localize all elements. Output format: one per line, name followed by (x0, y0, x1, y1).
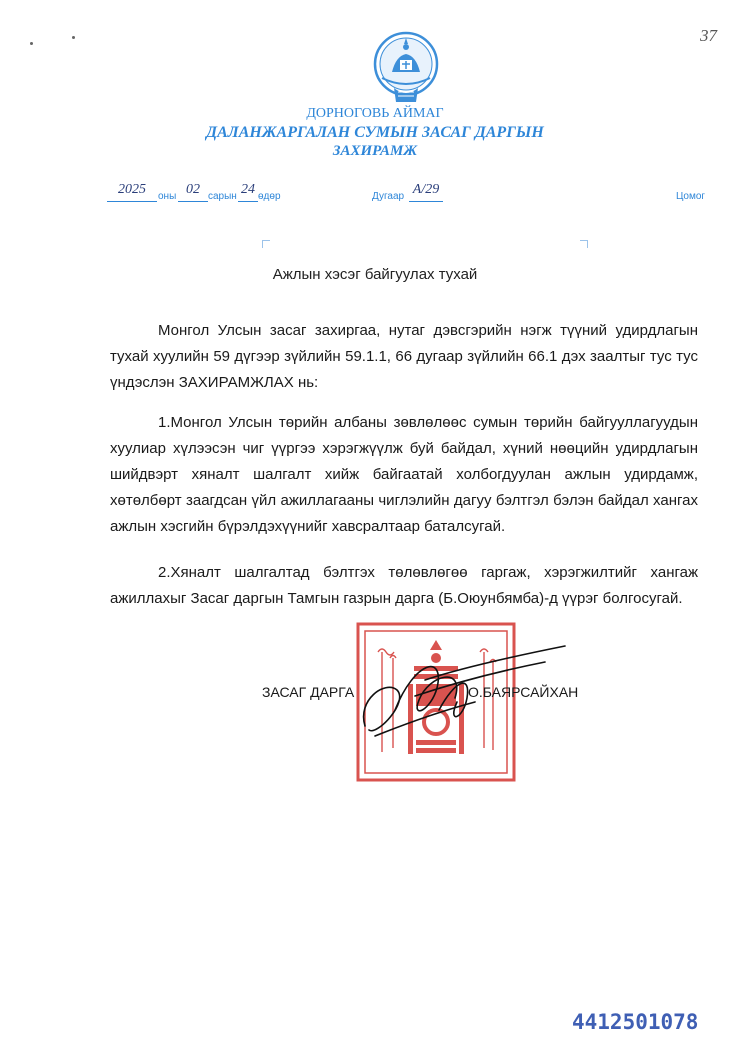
year-label: оны (158, 191, 177, 202)
year-field (107, 184, 157, 202)
document-serial-number: 4412501078 (572, 1010, 699, 1034)
number-value: А/29 (412, 182, 440, 197)
year-value: 2025 (118, 182, 146, 197)
preamble-paragraph (110, 318, 698, 396)
month-value: 02 (186, 182, 200, 197)
day-value: 24 (241, 182, 255, 197)
page-number: 37 (700, 26, 717, 45)
number-label: Дугаар (372, 191, 405, 202)
month-label: сарын (208, 191, 237, 202)
day-label: өдөр (258, 191, 281, 202)
scan-speck (30, 42, 33, 45)
item-1-paragraph (110, 410, 698, 540)
place-label: Цомог (676, 191, 706, 202)
preamble-text: Монгол Улсын засаг захиргаа, нутаг дэвсгэрийн нэгж түүний удирдлагын тухай хуулийн 59 дүгээр зүйлийн 59.1.1, 66 дугаар зүйлийн 66.1 дэх заалтыг тус тус үндэслэн ЗАХИРАМЖЛАХ нь: (110, 322, 698, 391)
month-field (178, 184, 208, 202)
title-corner-right (580, 240, 588, 248)
item-2-text: 2.Хяналт шалгалтад бэлтгэх төлөвлөгөө гаргаж, хэрэгжилтийг хангаж ажиллахыг Засаг даргын Тамгын газрын дарга (Б.Оюунбямба)-д үүрэг болгосугай. (110, 564, 698, 607)
scan-speck (72, 36, 75, 39)
document-type-heading: ЗАХИРАМЖ (332, 143, 418, 159)
signatory-name: О.БАЯРСАЙХАН (468, 684, 579, 700)
number-field (409, 184, 443, 202)
aimag-heading: ДОРНОГОВЬ АЙМАГ (306, 106, 444, 121)
title-corner-left (262, 240, 270, 248)
document-title: Ажлын хэсэг байгуулах тухай (272, 266, 478, 283)
item-2-paragraph (110, 560, 698, 612)
state-emblem-icon (372, 30, 440, 106)
day-field (238, 184, 258, 202)
signatory-title: ЗАСАГ ДАРГА (262, 684, 355, 700)
item-1-text: 1.Монгол Улсын төрийн албаны зөвлөлөөс сумын төрийн байгууллагуудын хуулиар хүлээсэн чиг үүргээ хэрэгжүүлж буй байдал, хүний нөөцийн удирдлагын шийдвэрт хяналт шалгалт хийж байгаатай холбогдуулан ажлын удирдамж, хөтөлбөрт заагдсан үйл ажиллагааны чиглэлийн дагуу бэлтгэл бэлэн байдал хангах ажлын хэсгийн бүрэлдэхүүнийг хавсралтаар баталсугай. (110, 414, 698, 535)
office-heading: ДАЛАНЖАРГАЛАН СУМЫН ЗАСАГ ДАРГЫН (206, 124, 544, 141)
